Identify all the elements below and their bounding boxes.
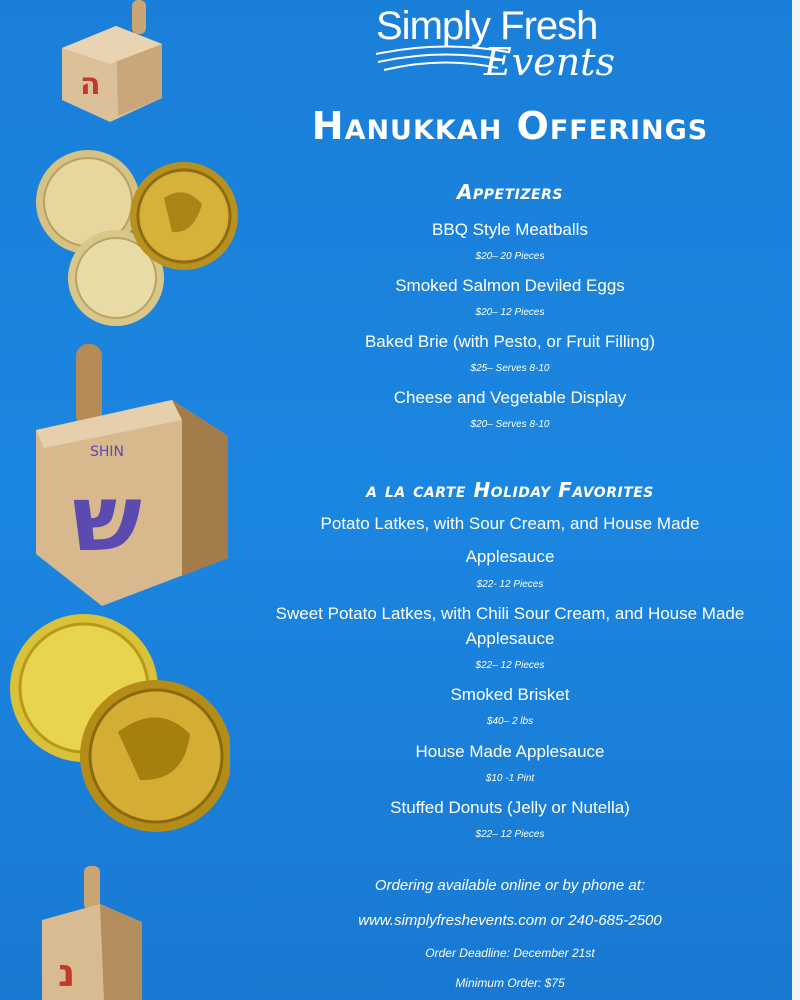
menu-item-name: Stuffed Donuts (Jelly or Nutella) bbox=[390, 798, 630, 817]
page-title: Hanukkah Offerings bbox=[311, 104, 709, 148]
appetizers-heading: Appetizers bbox=[457, 180, 563, 204]
menu-item-name: House Made Applesauce bbox=[415, 742, 605, 761]
menu-item-price: $20– Serves 8-10 bbox=[470, 419, 550, 430]
menu-item-price: $20– 12 Pieces bbox=[475, 307, 545, 318]
menu-item-name: Baked Brie (with Pesto, or Fruit Filling) bbox=[364, 332, 656, 351]
menu-item-name-line2: Applesauce bbox=[465, 629, 555, 648]
dreidel-shin-label: SHIN bbox=[90, 444, 125, 460]
menu-item-name-line1: Sweet Potato Latkes, with Chili Sour Cream, and House Made bbox=[275, 604, 745, 623]
menu-item-name: Smoked Brisket bbox=[450, 685, 570, 704]
menu-item-name-line2: Applesauce bbox=[465, 547, 555, 566]
dreidel-top-image bbox=[58, 0, 166, 124]
svg-text:ה: ה bbox=[80, 67, 101, 102]
menu-item-name: Smoked Salmon Deviled Eggs bbox=[395, 276, 625, 295]
menu-item-price: $40– 2 lbs bbox=[486, 716, 534, 727]
order-deadline: Order Deadline: December 21st bbox=[425, 946, 595, 960]
minimum-order: Minimum Order: $75 bbox=[455, 976, 565, 990]
simply-fresh-events-logo bbox=[372, 4, 626, 86]
svg-text:נ: נ bbox=[58, 951, 76, 995]
menu-item-price: $20– 20 Pieces bbox=[475, 251, 545, 262]
menu-item-name: Cheese and Vegetable Display bbox=[393, 388, 627, 407]
holiday-favorites-heading: a la carte Holiday Favorites bbox=[366, 478, 654, 502]
logo-text-simply-fresh: Simply Fresh bbox=[376, 4, 598, 48]
menu-item-price: $22- 12 Pieces bbox=[476, 579, 544, 590]
menu-item-price: $10 -1 Pint bbox=[485, 773, 535, 784]
dreidel-bottom-image bbox=[40, 866, 144, 1000]
contact-info: www.simplyfreshevents.com or 240-685-2500 bbox=[358, 912, 662, 929]
gold-coins-top-image bbox=[34, 148, 238, 328]
gold-coins-bottom-image bbox=[8, 612, 230, 834]
menu-item-name-line1: Potato Latkes, with Sour Cream, and House Made bbox=[320, 514, 700, 533]
menu-item-price: $22– 12 Pieces bbox=[475, 829, 545, 840]
dreidel-shin-image bbox=[32, 344, 232, 610]
svg-text:ש: ש bbox=[72, 465, 142, 572]
menu-item-name: BBQ Style Meatballs bbox=[432, 220, 588, 239]
ordering-info: Ordering available online or by phone at: bbox=[374, 877, 646, 894]
menu-item-price: $25– Serves 8-10 bbox=[470, 363, 550, 374]
menu-item-price: $22– 12 Pieces bbox=[475, 660, 545, 671]
logo-text-events: Events bbox=[484, 40, 615, 84]
right-border bbox=[792, 0, 800, 1000]
